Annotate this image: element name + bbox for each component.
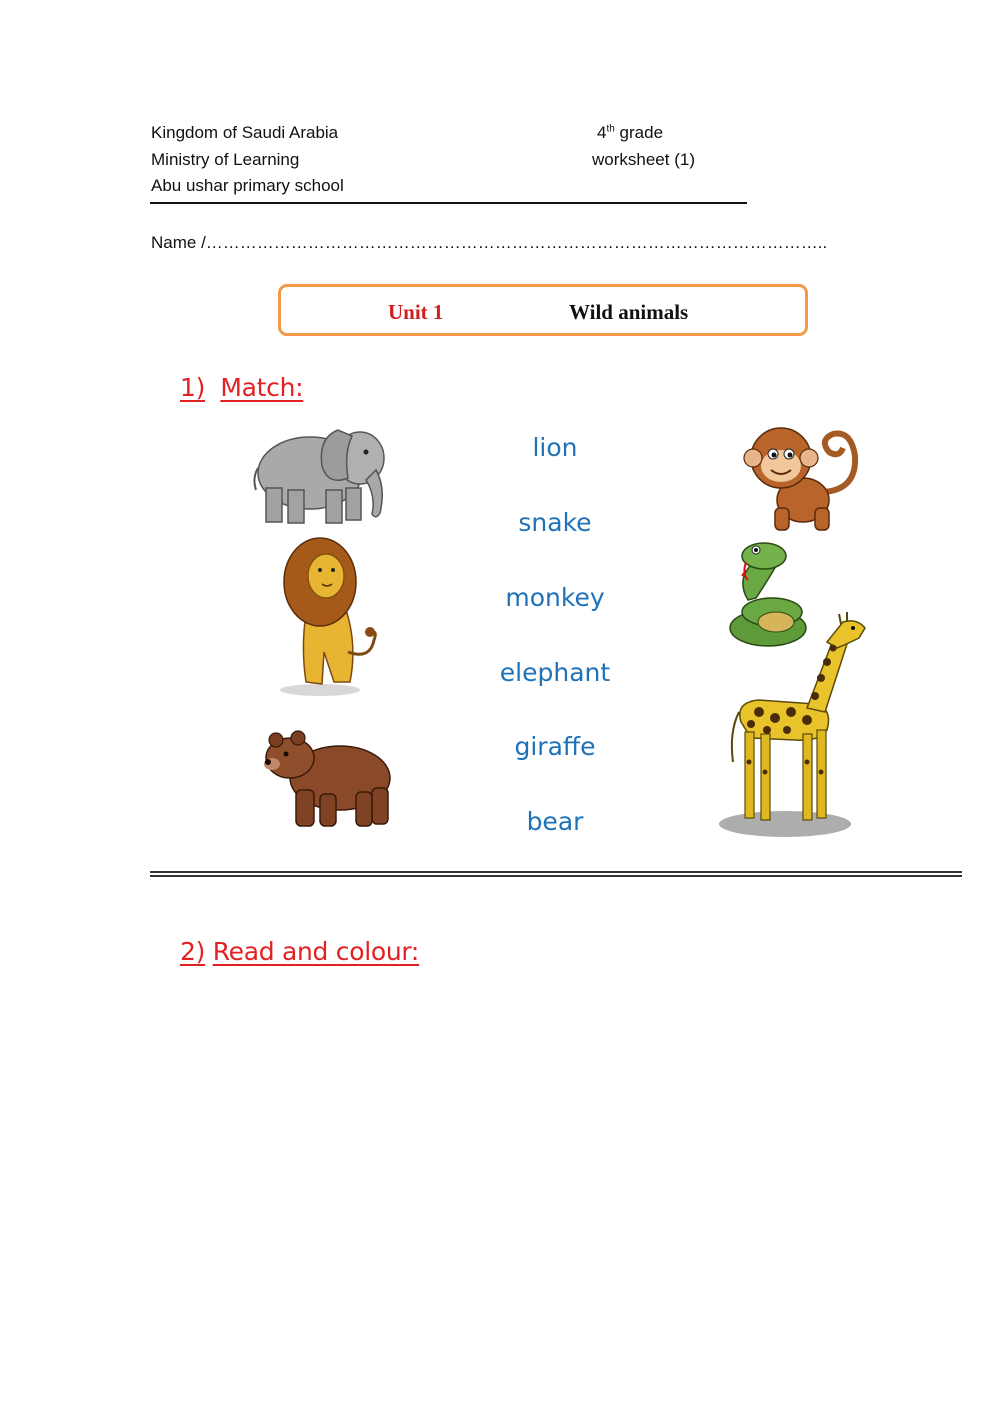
giraffe-picture[interactable] bbox=[715, 612, 867, 840]
bear-picture[interactable] bbox=[262, 724, 394, 832]
section-2-title bbox=[180, 937, 419, 966]
section-2-number: 2) bbox=[180, 937, 206, 966]
unit-box bbox=[278, 284, 808, 336]
section-1-title bbox=[180, 373, 303, 402]
match-word-bear[interactable]: bear bbox=[526, 807, 584, 836]
unit-title: Wild animals bbox=[569, 300, 689, 324]
section-divider-top bbox=[150, 871, 962, 873]
lion-picture[interactable] bbox=[278, 532, 383, 700]
monkey-picture[interactable] bbox=[745, 420, 867, 535]
header-ministry: Ministry of Learning bbox=[151, 150, 300, 169]
header-school: Abu ushar primary school bbox=[151, 176, 344, 195]
unit-label: Unit 1 bbox=[388, 300, 444, 324]
match-word-snake[interactable]: snake bbox=[518, 508, 592, 537]
header-country: Kingdom of Saudi Arabia bbox=[151, 123, 339, 142]
section-1-number: 1) bbox=[180, 373, 206, 402]
elephant-picture[interactable] bbox=[248, 408, 393, 528]
name-field[interactable]: Name /……………………………………………………………………………………………….. bbox=[151, 233, 828, 252]
match-word-giraffe[interactable]: giraffe bbox=[514, 732, 596, 761]
match-word-elephant[interactable]: elephant bbox=[499, 658, 611, 687]
section-divider-bottom bbox=[150, 875, 962, 877]
section-2-label: Read and colour: bbox=[212, 937, 420, 966]
match-word-lion[interactable]: lion bbox=[532, 433, 578, 462]
grade-text: grade bbox=[619, 123, 664, 142]
header-worksheet: worksheet (1) bbox=[592, 150, 695, 169]
match-word-monkey[interactable]: monkey bbox=[505, 583, 605, 612]
grade-suffix: th bbox=[606, 123, 615, 135]
grade-number: 4 bbox=[597, 123, 607, 142]
header-divider bbox=[150, 202, 747, 204]
header-grade bbox=[597, 123, 663, 143]
section-1-label: Match: bbox=[220, 373, 304, 402]
